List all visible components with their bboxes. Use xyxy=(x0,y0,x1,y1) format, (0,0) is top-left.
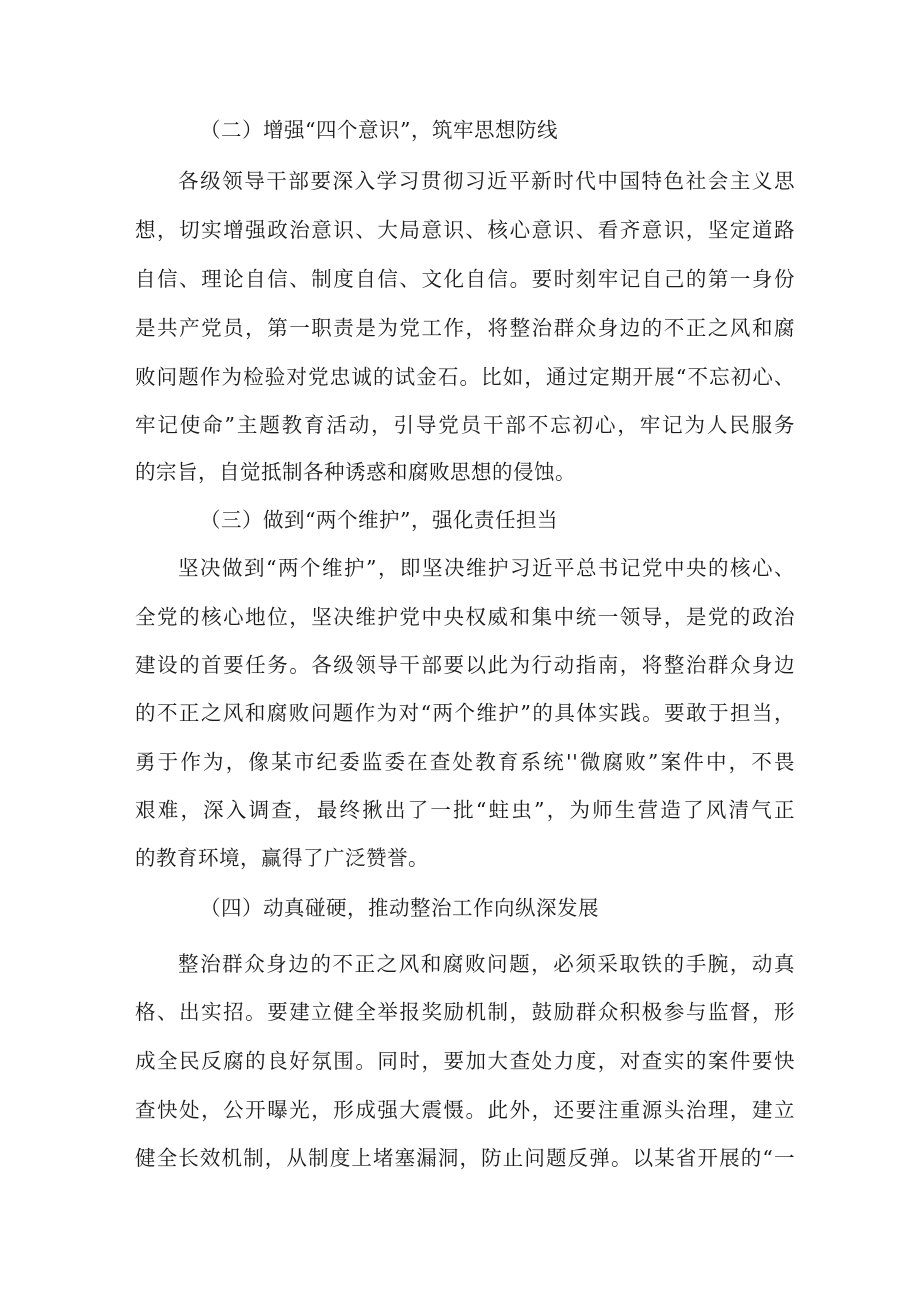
paragraph-line: 建设的首要任务。各级领导干部要以此为行动指南，将整治群众身边 xyxy=(135,653,795,677)
paragraph-line: 全党的核心地位，坚决维护党中央权威和集中统一领导，是党的政治 xyxy=(135,605,795,629)
paragraph-line: 艰难，深入调查，最终揪出了一批“蛀虫”，为师生营造了风清气正 xyxy=(135,798,795,822)
paragraph-line: 健全长效机制，从制度上堵塞漏洞，防止问题反弹。以某省开展的“一 xyxy=(135,1146,795,1170)
paragraph-line: 牢记使命”主题教育活动，引导党员干部不忘初心，牢记为人民服务 xyxy=(135,413,795,437)
paragraph-line: 的不正之风和腐败问题作为对“两个维护”的具体实践。要敢于担当， xyxy=(135,701,795,725)
section-heading-2: （二）增强“四个意识”，筑牢思想防线 xyxy=(200,118,558,142)
paragraph-line: 成全民反腐的良好氛围。同时，要加大查处力度，对查实的案件要快 xyxy=(135,1049,795,1073)
paragraph-line: 查快处，公开曝光，形成强大震慑。此外，还要注重源头治理，建立 xyxy=(135,1098,795,1122)
paragraph-line: 想，切实增强政治意识、大局意识、核心意识、看齐意识，坚定道路 xyxy=(135,218,795,242)
paragraph-line: 的宗旨，自觉抵制各种诱惑和腐败思想的侵蚀。 xyxy=(135,460,576,484)
paragraph-line: 的教育环境，赢得了广泛赞誉。 xyxy=(135,846,429,870)
section-heading-4: （四）动真碰硬，推动整治工作向纵深发展 xyxy=(200,896,599,920)
paragraph-line: 败问题作为检验对党忠诚的试金石。比如，通过定期开展“不忘初心、 xyxy=(135,365,795,389)
section-heading-3: （三）做到“两个维护”，强化责任担当 xyxy=(200,508,558,532)
paragraph-line: 各级领导干部要深入学习贯彻习近平新时代中国特色社会主义思 xyxy=(178,169,795,193)
paragraph-line: 勇于作为，像某市纪委监委在查处教育系统''微腐败”案件中，不畏 xyxy=(135,750,795,774)
paragraph-line: 是共产党员，第一职责是为党工作，将整治群众身边的不正之风和腐 xyxy=(135,316,795,340)
paragraph-line: 坚决做到“两个维护”，即坚决维护习近平总书记党中央的核心、 xyxy=(178,556,795,580)
paragraph-line: 格、出实招。要建立健全举报奖励机制，鼓励群众积极参与监督，形 xyxy=(135,1000,795,1024)
paragraph-line: 自信、理论自信、制度自信、文化自信。要时刻牢记自己的第一身份 xyxy=(135,267,795,291)
paragraph-line: 整治群众身边的不正之风和腐败问题，必须采取铁的手腕，动真 xyxy=(178,952,795,976)
